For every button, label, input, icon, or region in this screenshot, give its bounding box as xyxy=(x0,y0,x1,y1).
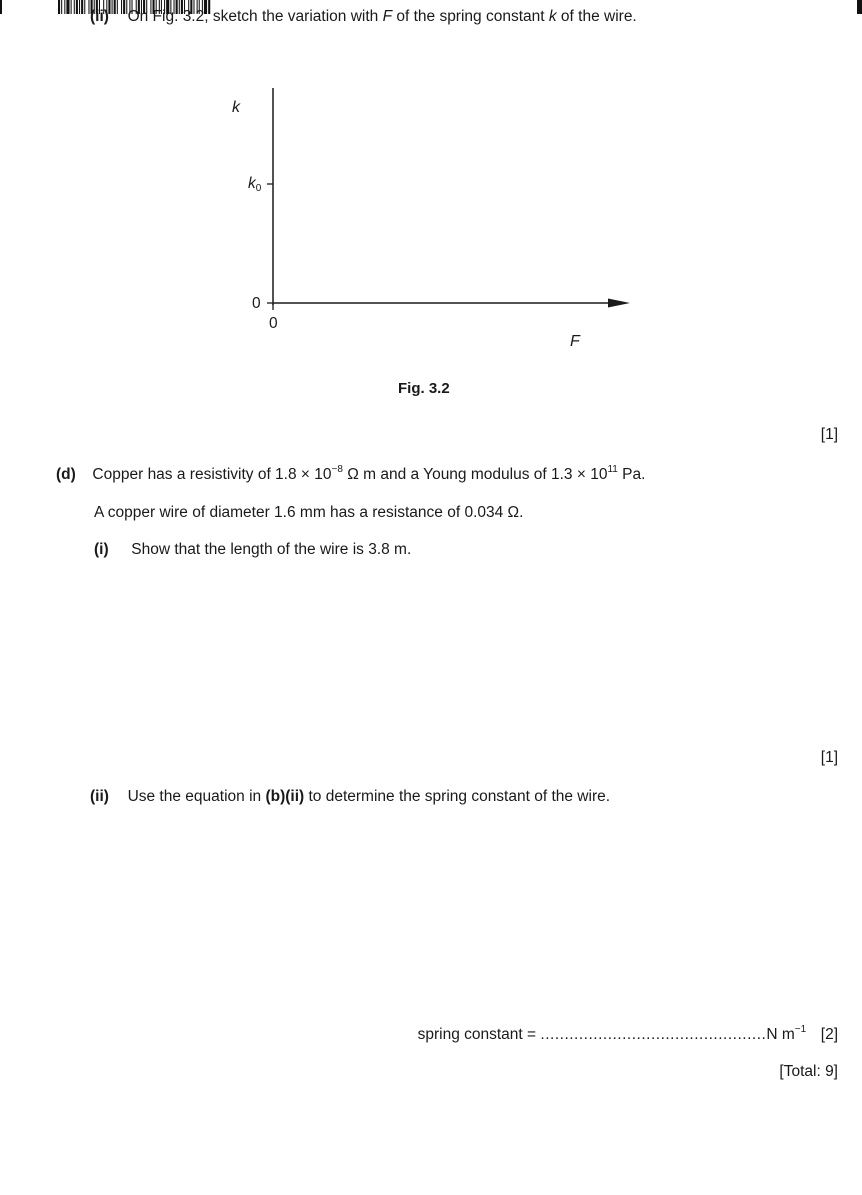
barcode-bar xyxy=(64,0,65,14)
k0-base: k xyxy=(248,175,256,192)
answer-dots[interactable]: ............................................... xyxy=(540,1026,767,1043)
marks-c-ii: [1] xyxy=(820,426,838,443)
question-d-line-2: A copper wire of diameter 1.6 mm has a resistance of 0.034 Ω. xyxy=(94,504,524,521)
question-d-ii xyxy=(90,788,610,806)
var-f: F xyxy=(382,8,393,25)
k0-sub: 0 xyxy=(255,183,262,194)
question-label: (ii) xyxy=(90,8,109,25)
corner-mark-left xyxy=(0,0,2,14)
barcode-bar xyxy=(79,0,80,14)
figure-3-2 xyxy=(220,80,640,370)
question-d-i xyxy=(94,541,411,559)
exponent: 11 xyxy=(607,464,618,475)
answer-label: spring constant = xyxy=(417,1026,541,1043)
x-axis-label: F xyxy=(570,333,580,350)
barcode-bar xyxy=(81,0,83,14)
question-text: to determine the spring constant of the wire. xyxy=(304,788,611,805)
barcode-bar xyxy=(66,0,69,14)
question-d xyxy=(56,466,645,484)
barcode-bar xyxy=(74,0,75,14)
answer-unit: N m xyxy=(766,1026,795,1043)
barcode-bar xyxy=(84,0,85,14)
question-label: (ii) xyxy=(90,788,109,805)
marks-d-ii: [2] xyxy=(820,1026,838,1043)
y-axis-label: k xyxy=(232,99,240,116)
reference: (b)(ii) xyxy=(265,788,305,805)
figure-caption: Fig. 3.2 xyxy=(398,380,450,397)
question-label: (d) xyxy=(56,466,76,483)
barcode-bar xyxy=(76,0,78,14)
question-text: of the wire. xyxy=(556,8,637,25)
var-k: k xyxy=(548,8,557,25)
question-text: Copper has a resistivity of 1.8 × 10 xyxy=(92,466,332,483)
x-zero-label: 0 xyxy=(269,315,278,332)
exponent: −8 xyxy=(331,464,343,475)
question-text: Pa. xyxy=(617,466,646,483)
unit-exponent: −1 xyxy=(794,1024,807,1035)
x-axis-arrowhead xyxy=(608,299,630,308)
barcode-bar xyxy=(71,0,72,14)
question-text: On Fig. 3.2, sketch the variation with xyxy=(127,8,383,25)
corner-mark-right xyxy=(857,0,862,14)
k0-label xyxy=(248,175,261,193)
question-label: (i) xyxy=(94,541,109,558)
answer-line xyxy=(418,1026,838,1044)
question-text: Ω m and a Young modulus of 1.3 × 10 xyxy=(342,466,608,483)
barcode-bar xyxy=(61,0,62,14)
question-text: Show that the length of the wire is 3.8 m. xyxy=(131,541,412,558)
question-text: Use the equation in xyxy=(127,788,266,805)
y-zero-label: 0 xyxy=(252,295,261,312)
total-marks: [Total: 9] xyxy=(779,1063,838,1080)
marks-d-i: [1] xyxy=(820,749,838,766)
barcode-bar xyxy=(58,0,60,14)
question-c-ii xyxy=(90,8,637,26)
question-text: of the spring constant xyxy=(392,8,549,25)
